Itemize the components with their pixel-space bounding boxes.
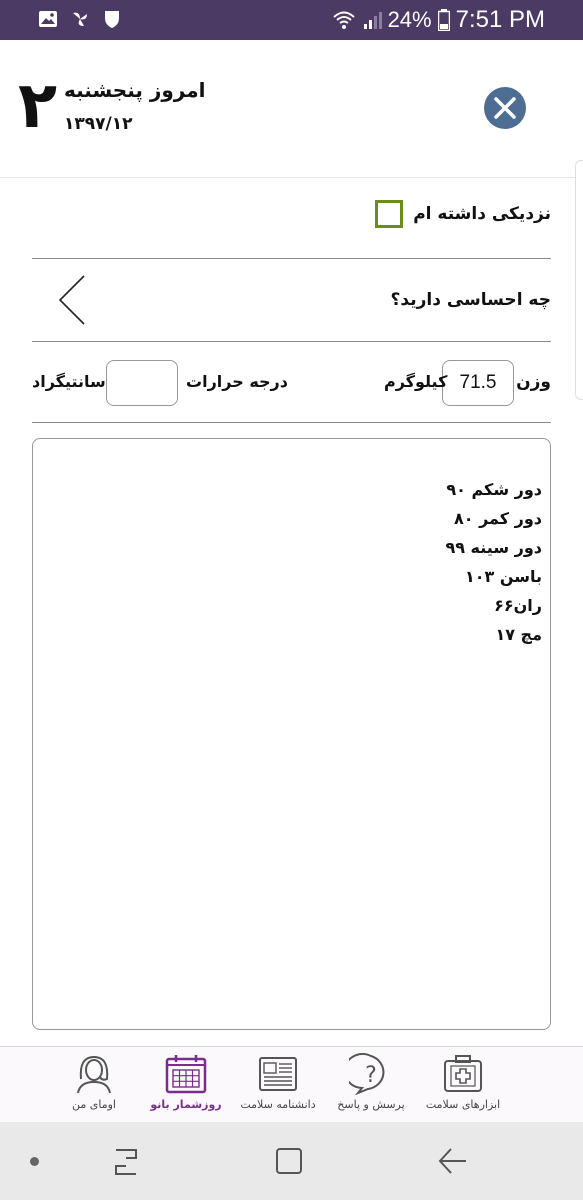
note-line: دور شکم ۹۰ [446,480,542,499]
nav-label: اومای من [72,1098,116,1111]
notes-textarea[interactable] [32,438,551,1030]
notification-icons [38,9,122,29]
svg-text:?: ? [365,1063,377,1088]
system-navigation-bar [0,1122,583,1200]
clock: 7:51 PM [455,6,545,33]
system-status [332,6,545,34]
weight-unit-label: کیلوگرم [384,372,448,391]
nav-lady-calendar[interactable] [136,1053,236,1119]
nav-label: دانشنامه سلامت [240,1098,316,1111]
question-bubble-icon [349,1053,393,1095]
day-date: ۱۳۹۷/۱۲ [64,114,133,134]
temperature-label: درجه حرارات [186,372,288,391]
battery-icon [438,9,450,31]
hide-navbar-dot[interactable] [30,1157,39,1166]
home-icon[interactable] [274,1146,304,1176]
gallery-icon [38,9,58,29]
temperature-input[interactable] [106,360,178,406]
chevron-left-icon[interactable] [56,274,88,326]
battery-percent: 24% [387,7,432,32]
nav-label: روزشمار بانو [150,1098,222,1111]
note-line: دور کمر ۸۰ [453,509,542,528]
close-button[interactable] [484,87,526,129]
back-icon[interactable] [436,1146,468,1176]
note-line: باسن ۱۰۳ [464,567,542,586]
intimacy-checkbox[interactable] [375,200,403,228]
side-drawer-handle[interactable] [575,160,583,400]
recent-apps-icon[interactable] [112,1148,140,1176]
calendar-icon [164,1053,208,1095]
note-line: دور سینه ۹۹ [445,538,542,557]
nav-my-profile[interactable] [44,1053,144,1119]
newspaper-icon [256,1053,300,1095]
shield-icon [102,9,122,29]
bottom-navigation [0,1046,583,1122]
intimacy-label: نزدیکی داشته ام [413,204,551,224]
nav-label: پرسش و پاسخ [337,1098,405,1111]
temperature-unit-label: سانتیگراد [32,372,106,391]
signal-icon [362,9,382,31]
status-bar [0,0,583,40]
nav-health-encyclopedia[interactable] [228,1053,328,1119]
close-icon [484,87,526,129]
nav-label: ابزارهای سلامت [425,1098,501,1111]
divider [32,422,551,423]
wifi-icon [332,9,356,31]
divider [32,341,551,342]
weight-input[interactable]: 71.5 [442,360,514,406]
pinwheel-icon [70,9,90,29]
feeling-label: چه احساسی دارید؟ [390,290,551,310]
weight-label: وزن [516,372,551,392]
woman-avatar-icon [72,1053,116,1095]
note-line: ران۶۶ [494,596,542,615]
note-line: مچ ۱۷ [495,625,542,644]
day-number: ۲ [18,69,58,143]
day-header [0,40,583,178]
intimacy-row[interactable] [375,200,551,228]
nav-questions-answers[interactable] [321,1053,421,1119]
medical-kit-icon [441,1053,485,1095]
divider [32,258,551,259]
day-title: امروز پنجشنبه [64,78,206,102]
notes-text [445,475,542,649]
nav-health-tools[interactable] [413,1053,513,1119]
